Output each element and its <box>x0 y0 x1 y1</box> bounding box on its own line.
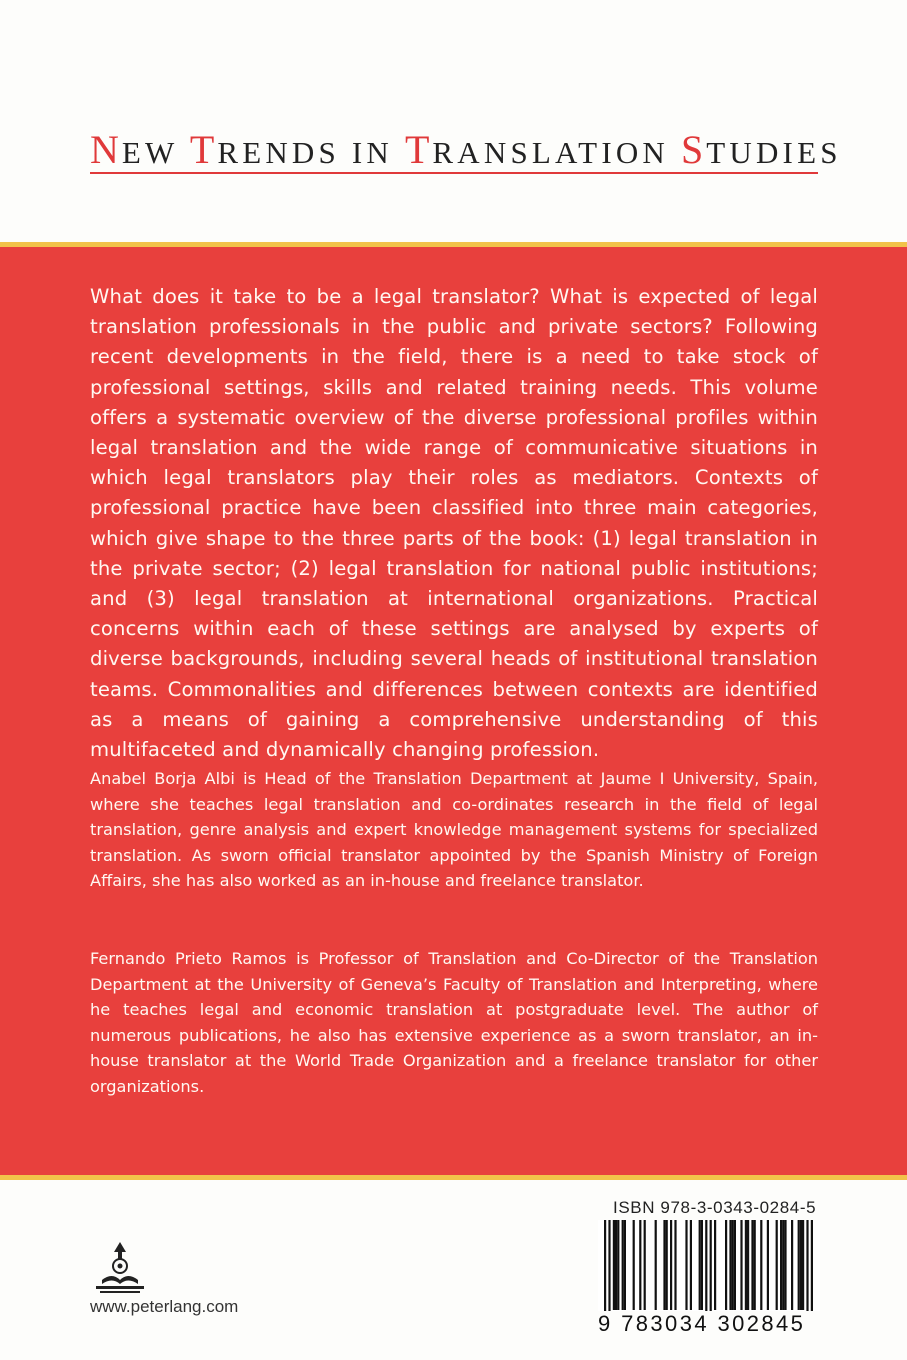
author-bio-prieto-ramos: Fernando Prieto Ramos is Professor of Translation and Co-Director of the Translation Department at the University of Geneva’s Faculty of Translation and Interpreting, where he teaches legal and economic translation at postgraduate level. The author of numerous publications, he also has extensive experience as a sworn translator, an in-house translator at the World Trade Organization and a freelance translator for other organizations. <box>90 949 818 1096</box>
barcode-bar <box>701 1220 703 1310</box>
barcode-bar <box>622 1220 624 1310</box>
barcode-bar <box>767 1220 769 1310</box>
peter-lang-logo-icon <box>92 1240 148 1296</box>
series-word: EW <box>121 135 190 170</box>
barcode-bar <box>760 1220 762 1310</box>
series-word: TUDIES <box>706 135 842 170</box>
barcode-bar <box>800 1220 802 1310</box>
barcode-bar <box>710 1220 712 1320</box>
isbn-barcode <box>598 1220 820 1320</box>
barcode-bar <box>751 1220 753 1310</box>
barcode-bar <box>617 1220 619 1310</box>
book-description: What does it take to be a legal translator? What is expected of legal translation professionals in the public and private sectors? Following recent developments in the field, there is a need to take stock of professional settings, skills and related training needs. This volume offers a systematic overview of the diverse professional profiles within legal translation and the wide range of communicative situations in which legal translators play their roles as mediators. Contexts of professional practice have been classified into three main categories, which give shape to the three parts of the book: (1) legal translation in the private sector; (2) legal translation for national public institutions; and (3) legal translation at international organizations. Practical concerns within each of these settings are analysed by experts of diverse backgrounds, including several heads of institutional translation teams. Commonalities and differences between contexts are identified as a means of gaining a comprehensive understanding of this multifaceted and dynamically changing profession. <box>90 285 818 762</box>
series-rule <box>90 172 818 174</box>
barcode-bar <box>729 1220 731 1310</box>
gold-band-bottom <box>0 1175 907 1180</box>
barcode-bar <box>798 1220 800 1310</box>
barcode-bar <box>802 1220 804 1310</box>
barcode-bar <box>740 1220 742 1310</box>
barcode-bar <box>690 1220 692 1310</box>
barcode-bar <box>732 1220 734 1310</box>
series-initial: T <box>189 127 218 172</box>
barcode-bar <box>604 1220 606 1320</box>
barcode-bar <box>782 1220 784 1310</box>
barcode-bar <box>776 1220 778 1310</box>
barcode-bar <box>644 1220 646 1310</box>
series-word: RENDS IN <box>217 135 405 170</box>
barcode-bar <box>791 1220 793 1310</box>
barcode-bar <box>670 1220 672 1310</box>
series-word: RANSLATION <box>432 135 681 170</box>
series-title <box>90 126 842 173</box>
barcode-bar <box>714 1220 716 1310</box>
barcode-bar <box>615 1220 617 1310</box>
author-bio-borja-albi: Anabel Borja Albi is Head of the Translation Department at Jaume I University, Spain, where she teaches legal translation and co-ordinates research in the field of legal translation, genre analysis and expert knowledge management systems for specialized translation. As sworn official translator appointed by the Spanish Ministry of Foreign Affairs, she has also worked as an in-house and freelance translator. <box>90 769 818 890</box>
barcode-bar <box>754 1220 756 1310</box>
barcode-bar <box>734 1220 736 1310</box>
barcode-digits: 9 783034 302845 <box>598 1311 820 1337</box>
barcode-bar <box>747 1220 749 1310</box>
series-initial: T <box>404 127 433 172</box>
barcode-bar <box>806 1220 808 1320</box>
publisher-url[interactable]: www.peterlang.com <box>90 1297 239 1316</box>
barcode-bar <box>699 1220 701 1310</box>
barcode-bar <box>663 1220 665 1310</box>
barcode-bar <box>705 1220 707 1320</box>
barcode-bar <box>608 1220 610 1320</box>
barcode-bar <box>613 1220 615 1310</box>
barcode-bar <box>624 1220 626 1310</box>
barcode-bar <box>725 1220 727 1310</box>
barcode-bar <box>674 1220 676 1310</box>
barcode-bar <box>639 1220 641 1310</box>
barcode-bar <box>784 1220 786 1310</box>
barcode-bar <box>780 1220 782 1310</box>
barcode-bar <box>666 1220 668 1310</box>
series-initial: N <box>90 127 122 172</box>
isbn-label: ISBN 978-3-0343-0284-5 <box>613 1198 817 1217</box>
barcode-bar <box>633 1220 635 1310</box>
barcode-bar <box>811 1220 813 1320</box>
series-initial: S <box>680 127 707 172</box>
barcode-bar <box>655 1220 657 1310</box>
barcode-bar <box>685 1220 687 1310</box>
barcode-bar <box>745 1220 747 1310</box>
